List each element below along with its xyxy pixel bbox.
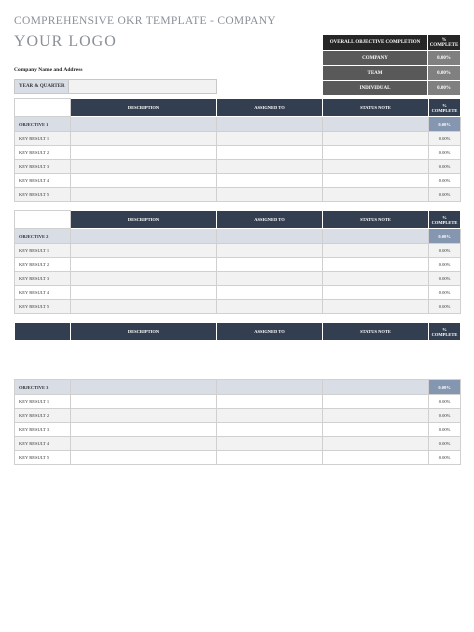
status-cell[interactable] (323, 409, 429, 423)
assigned-cell[interactable] (217, 174, 323, 188)
company-name-label: Company Name and Address (14, 67, 83, 73)
assigned-cell[interactable] (217, 300, 323, 314)
description-cell[interactable] (71, 174, 217, 188)
year-quarter-field (14, 79, 217, 94)
summary-row-company (323, 51, 461, 66)
assigned-cell[interactable] (217, 272, 323, 286)
header-blank (15, 211, 71, 229)
header-status-note: STATUS NOTE (323, 323, 429, 341)
key-result-pct: 0.00% (429, 423, 461, 437)
description-cell[interactable] (71, 451, 217, 465)
key-result-pct: 0.00% (429, 188, 461, 202)
header-description: DESCRIPTION (71, 323, 217, 341)
assigned-cell[interactable] (217, 146, 323, 160)
key-result-row (15, 244, 461, 258)
key-result-row (15, 174, 461, 188)
summary-value: 0.00% (428, 51, 461, 66)
key-result-label: KEY RESULT 3 (15, 160, 71, 174)
key-result-row (15, 258, 461, 272)
summary-label: COMPANY (323, 51, 428, 66)
status-cell[interactable] (323, 272, 429, 286)
status-cell[interactable] (323, 188, 429, 202)
status-cell[interactable] (323, 300, 429, 314)
objective-description-cell[interactable] (71, 380, 217, 395)
summary-value: 0.00% (428, 66, 461, 81)
key-result-row (15, 300, 461, 314)
status-cell[interactable] (323, 174, 429, 188)
description-cell[interactable] (71, 300, 217, 314)
summary-header-pct: % COMPLETE (428, 35, 461, 51)
key-result-label: KEY RESULT 3 (15, 423, 71, 437)
key-result-label: KEY RESULT 3 (15, 272, 71, 286)
key-result-pct: 0.00% (429, 132, 461, 146)
summary-header-row (323, 35, 461, 51)
objective-status-cell[interactable] (323, 229, 429, 244)
key-result-pct: 0.00% (429, 437, 461, 451)
header-blank (15, 99, 71, 117)
objective-assigned-cell[interactable] (217, 117, 323, 132)
key-result-pct: 0.00% (429, 395, 461, 409)
key-result-pct: 0.00% (429, 286, 461, 300)
status-cell[interactable] (323, 423, 429, 437)
status-cell[interactable] (323, 258, 429, 272)
key-result-label: KEY RESULT 4 (15, 437, 71, 451)
objective-3-table (14, 379, 461, 465)
objective-label: OBJECTIVE 2 (15, 229, 71, 244)
key-result-pct: 0.00% (429, 160, 461, 174)
key-result-pct: 0.00% (429, 146, 461, 160)
key-result-pct: 0.00% (429, 272, 461, 286)
description-cell[interactable] (71, 132, 217, 146)
header-assigned-to: ASSIGNED TO (217, 211, 323, 229)
assigned-cell[interactable] (217, 409, 323, 423)
objective-description-cell[interactable] (71, 117, 217, 132)
description-cell[interactable] (71, 286, 217, 300)
key-result-row (15, 451, 461, 465)
description-cell[interactable] (71, 437, 217, 451)
status-cell[interactable] (323, 286, 429, 300)
status-cell[interactable] (323, 146, 429, 160)
description-cell[interactable] (71, 423, 217, 437)
key-result-row (15, 188, 461, 202)
key-result-row (15, 146, 461, 160)
objective-row (15, 229, 461, 244)
status-cell[interactable] (323, 451, 429, 465)
header-pct-complete: % COMPLETE (429, 323, 461, 341)
objective-1-table (14, 98, 461, 202)
assigned-cell[interactable] (217, 244, 323, 258)
key-result-label: KEY RESULT 1 (15, 395, 71, 409)
header-pct-complete: % COMPLETE (429, 99, 461, 117)
header-description: DESCRIPTION (71, 99, 217, 117)
key-result-row (15, 423, 461, 437)
status-cell[interactable] (323, 160, 429, 174)
key-result-label: KEY RESULT 5 (15, 188, 71, 202)
header-blank (15, 323, 71, 341)
header-assigned-to: ASSIGNED TO (217, 323, 323, 341)
key-result-row (15, 409, 461, 423)
key-result-label: KEY RESULT 4 (15, 174, 71, 188)
objective-status-cell[interactable] (323, 117, 429, 132)
assigned-cell[interactable] (217, 423, 323, 437)
assigned-cell[interactable] (217, 395, 323, 409)
description-cell[interactable] (71, 409, 217, 423)
key-result-label: KEY RESULT 2 (15, 258, 71, 272)
assigned-cell[interactable] (217, 451, 323, 465)
objective-pct: 0.00% (429, 229, 461, 244)
objective-row (15, 117, 461, 132)
summary-row-team (323, 66, 461, 81)
table-header-row (15, 99, 461, 117)
objective-description-cell[interactable] (71, 229, 217, 244)
objective-row (15, 380, 461, 395)
status-cell[interactable] (323, 244, 429, 258)
key-result-row (15, 437, 461, 451)
description-cell[interactable] (71, 244, 217, 258)
objective-label: OBJECTIVE 1 (15, 117, 71, 132)
description-cell[interactable] (71, 395, 217, 409)
summary-header-label: OVERALL OBJECTIVE COMPLETION (323, 35, 428, 51)
objective-pct: 0.00% (429, 117, 461, 132)
key-result-label: KEY RESULT 2 (15, 409, 71, 423)
objective-status-cell[interactable] (323, 380, 429, 395)
table-header-row (15, 211, 461, 229)
key-result-pct: 0.00% (429, 258, 461, 272)
key-result-label: KEY RESULT 5 (15, 451, 71, 465)
key-result-pct: 0.00% (429, 174, 461, 188)
assigned-cell[interactable] (217, 437, 323, 451)
key-result-row (15, 160, 461, 174)
year-quarter-label: YEAR & QUARTER (15, 80, 69, 93)
assigned-cell[interactable] (217, 286, 323, 300)
assigned-cell[interactable] (217, 160, 323, 174)
objective-pct: 0.00% (429, 380, 461, 395)
description-cell[interactable] (71, 258, 217, 272)
header-status-note: STATUS NOTE (323, 99, 429, 117)
objective-label: OBJECTIVE 3 (15, 380, 71, 395)
key-result-label: KEY RESULT 2 (15, 146, 71, 160)
logo-placeholder: YOUR LOGO (14, 33, 117, 50)
header-status-note: STATUS NOTE (323, 211, 429, 229)
page-title: COMPREHENSIVE OKR TEMPLATE - COMPANY (14, 15, 276, 27)
key-result-pct: 0.00% (429, 409, 461, 423)
key-result-pct: 0.00% (429, 244, 461, 258)
key-result-pct: 0.00% (429, 300, 461, 314)
assigned-cell[interactable] (217, 188, 323, 202)
description-cell[interactable] (71, 146, 217, 160)
description-cell[interactable] (71, 160, 217, 174)
table-header-row (15, 323, 461, 341)
key-result-label: KEY RESULT 1 (15, 244, 71, 258)
status-cell[interactable] (323, 437, 429, 451)
key-result-row (15, 132, 461, 146)
objective-2-table (14, 210, 461, 314)
summary-label: TEAM (323, 66, 428, 81)
header-description: DESCRIPTION (71, 211, 217, 229)
objective-assigned-cell[interactable] (217, 380, 323, 395)
description-cell[interactable] (71, 188, 217, 202)
description-cell[interactable] (71, 272, 217, 286)
key-result-row (15, 272, 461, 286)
status-cell[interactable] (323, 132, 429, 146)
key-result-label: KEY RESULT 4 (15, 286, 71, 300)
overall-completion-table (322, 34, 461, 96)
key-result-label: KEY RESULT 1 (15, 132, 71, 146)
key-result-row (15, 286, 461, 300)
header-assigned-to: ASSIGNED TO (217, 99, 323, 117)
status-cell[interactable] (323, 395, 429, 409)
header-pct-complete: % COMPLETE (429, 211, 461, 229)
key-result-label: KEY RESULT 5 (15, 300, 71, 314)
objective-assigned-cell[interactable] (217, 229, 323, 244)
key-result-pct: 0.00% (429, 451, 461, 465)
summary-label: INDIVIDUAL (323, 81, 428, 96)
assigned-cell[interactable] (217, 132, 323, 146)
objective-3-header-table (14, 322, 461, 341)
assigned-cell[interactable] (217, 258, 323, 272)
summary-value: 0.00% (428, 81, 461, 96)
key-result-row (15, 395, 461, 409)
summary-row-individual (323, 81, 461, 96)
year-quarter-value[interactable] (69, 80, 216, 93)
